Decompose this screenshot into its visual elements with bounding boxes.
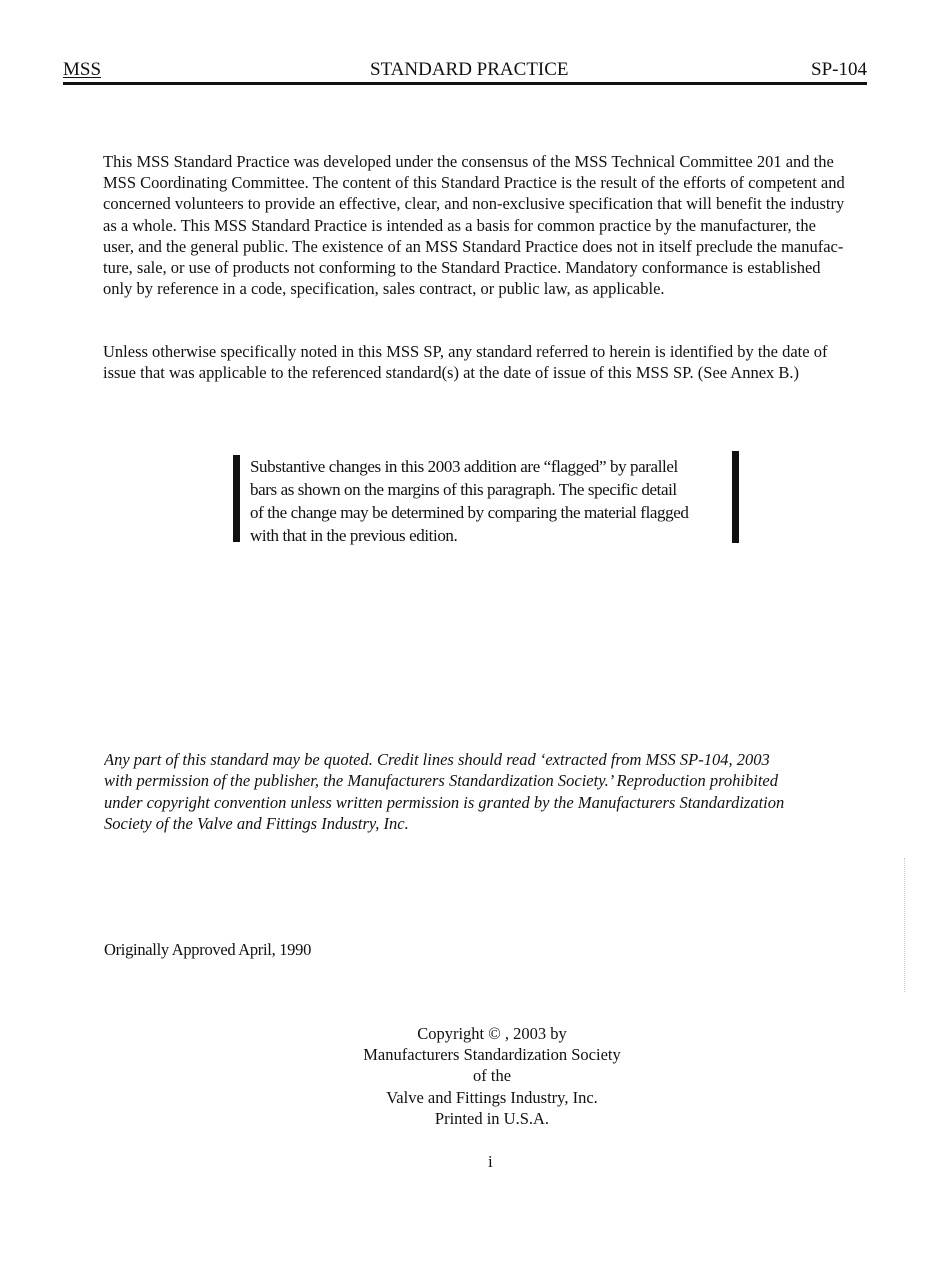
quotation-permission-paragraph [104,749,871,834]
change-flag-bar-right [732,451,739,543]
copyright-line: Valve and Fittings Industry, Inc. [386,1087,598,1107]
scan-artifact-mark [904,858,906,992]
flagged-note-line: with that in the previous edition. [250,526,458,545]
quote-line: Society of the Valve and Fittings Industry, Inc. [104,813,409,833]
copyright-block [292,1023,692,1129]
intro-line: only by reference in a code, specification, sales contract, or public law, as applicable. [103,279,665,299]
header-org: MSS [63,59,102,80]
approval-date: Originally Approved April, 1990 [104,940,312,959]
change-flag-bar-left [233,455,240,542]
reference-paragraph [103,341,871,383]
intro-paragraph [103,151,871,299]
copyright-line: Manufacturers Standardization Society [363,1045,621,1065]
flagged-note-text [250,455,726,547]
flagged-note-line: Substantive changes in this 2003 addition are “flagged” by parallel [250,457,678,476]
intro-line: user, and the general public. The existence of an MSS Standard Practice does not in itself preclude the manufac- [103,236,844,256]
reference-line: issue that was applicable to the referenced standard(s) at the date of issue of this MSS SP. (See Annex B.) [103,363,800,383]
intro-line: ture, sale, or use of products not conforming to the Standard Practice. Mandatory conformance is established [103,258,821,278]
flagged-note-line: of the change may be determined by comparing the material flagged [250,503,689,522]
copyright-line: of the [472,1066,512,1086]
reference-line: Unless otherwise specifically noted in this MSS SP, any standard referred to herein is identified by the date of [103,342,828,361]
quote-line: under copyright convention unless written permission is granted by the Manufacturers Standardization [104,792,785,812]
flagged-note-line: bars as shown on the margins of this paragraph. The specific detail [250,480,677,499]
quote-line: with permission of the publisher, the Manufacturers Standardization Society.’ Reproduction prohibited [104,771,779,791]
header-doc-number: SP-104 [811,59,867,80]
copyright-line: Printed in U.S.A. [434,1108,550,1128]
header-title: STANDARD PRACTICE [370,59,569,80]
intro-line: as a whole. This MSS Standard Practice is intended as a basis for common practice by the manufacturer, the [103,215,816,235]
flagged-note-box [233,451,739,545]
intro-line: This MSS Standard Practice was developed under the consensus of the MSS Technical Committee 201 and the [103,152,834,171]
page-number: i [488,1152,493,1171]
copyright-line: Copyright © , 2003 by [417,1024,567,1043]
intro-line: concerned volunteers to provide an effective, clear, and non-exclusive specification that will benefit the industry [103,194,845,214]
quote-line: Any part of this standard may be quoted. Credit lines should read ‘extracted from MSS SP-104, 2003 [104,750,770,769]
intro-line: MSS Coordinating Committee. The content of this Standard Practice is the result of the efforts of competent and [103,173,845,193]
page-header [63,58,867,85]
